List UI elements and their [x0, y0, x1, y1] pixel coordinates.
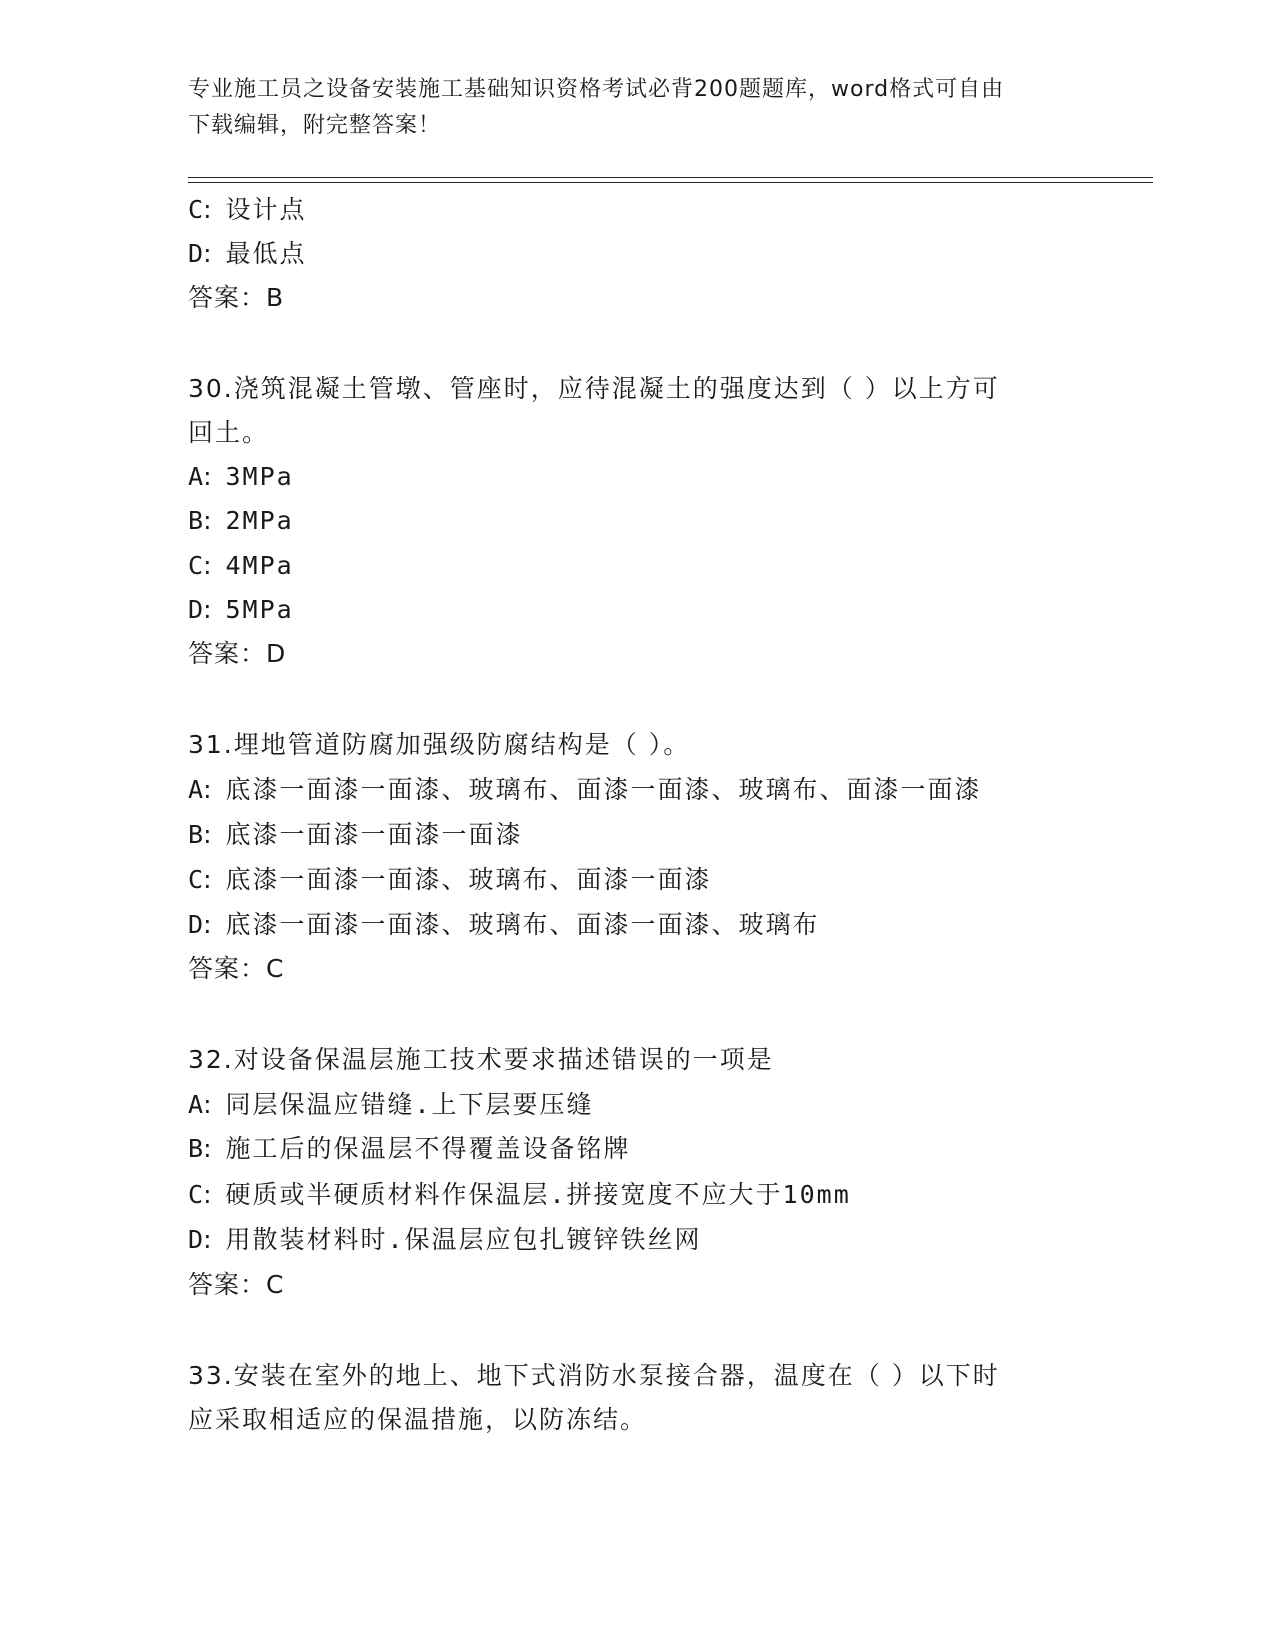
option-letter: B	[188, 820, 204, 849]
option-text: 底漆一面漆一面漆、玻璃布、面漆一面漆、玻璃布	[225, 910, 820, 939]
option-separator: :	[203, 865, 212, 894]
option-line	[188, 1134, 631, 1164]
answer-line: 答案：D	[188, 639, 287, 668]
option-letter: C	[188, 865, 204, 894]
option-letter: A	[188, 462, 204, 491]
question-stem: 30.浇筑混凝土管墩、管座时，应待混凝土的强度达到（ ）以上方可	[188, 374, 1000, 403]
question-stem: 31.埋地管道防腐加强级防腐结构是（ ）。	[188, 730, 691, 759]
option-separator: :	[203, 506, 212, 535]
option-text: 设计点	[225, 195, 307, 224]
option-separator: :	[203, 239, 212, 268]
question-stem: 32.对设备保温层施工技术要求描述错误的一项是	[188, 1045, 774, 1074]
option-letter: D	[188, 239, 204, 268]
header-title-line-2: 下载编辑，附完整答案！	[188, 113, 442, 138]
option-separator: :	[203, 910, 212, 939]
option-letter: C	[188, 1180, 204, 1209]
option-line	[188, 775, 982, 805]
option-text: 底漆一面漆一面漆、玻璃布、面漆一面漆	[225, 865, 712, 894]
option-letter: C	[188, 551, 204, 580]
option-separator: :	[203, 820, 212, 849]
option-text: 用散装材料时.保温层应包扎镀锌铁丝网	[225, 1225, 702, 1254]
option-separator: :	[203, 1134, 212, 1163]
option-text: 4MPa	[225, 551, 294, 580]
option-line	[188, 239, 307, 269]
option-letter: C	[188, 195, 204, 224]
option-text: 硬质或半硬质材料作保温层.拼接宽度不应大于10mm	[225, 1180, 851, 1209]
option-line	[188, 1225, 702, 1255]
document-header	[188, 72, 1068, 144]
answer-line: 答案：C	[188, 1270, 285, 1299]
question-stem-continued: 回土。	[188, 418, 270, 447]
option-line	[188, 506, 294, 536]
option-separator: :	[203, 462, 212, 491]
option-separator: :	[203, 551, 212, 580]
question-stem-continued: 应采取相适应的保温措施，以防冻结。	[188, 1405, 648, 1434]
option-letter: D	[188, 1225, 204, 1254]
option-letter: D	[188, 910, 204, 939]
option-text: 5MPa	[225, 595, 294, 624]
option-line	[188, 1180, 851, 1210]
option-text: 底漆一面漆一面漆一面漆	[225, 820, 523, 849]
option-letter: A	[188, 1090, 204, 1119]
option-text: 施工后的保温层不得覆盖设备铭牌	[225, 1134, 631, 1163]
answer-line: 答案：C	[188, 954, 285, 983]
option-line	[188, 1090, 594, 1120]
option-line	[188, 195, 307, 225]
option-line	[188, 551, 294, 581]
option-separator: :	[203, 775, 212, 804]
option-line	[188, 865, 712, 895]
option-letter: A	[188, 775, 204, 804]
option-text: 最低点	[225, 239, 307, 268]
option-text: 底漆一面漆一面漆、玻璃布、面漆一面漆、玻璃布、面漆一面漆	[225, 775, 982, 804]
option-line	[188, 820, 523, 850]
question-stem: 33.安装在室外的地上、地下式消防水泵接合器，温度在（ ）以下时	[188, 1361, 1000, 1390]
option-separator: :	[203, 1225, 212, 1254]
option-text: 3MPa	[225, 462, 294, 491]
option-separator: :	[203, 595, 212, 624]
option-letter: B	[188, 506, 204, 535]
option-text: 同层保温应错缝.上下层要压缝	[225, 1090, 594, 1119]
option-text: 2MPa	[225, 506, 294, 535]
option-separator: :	[203, 195, 212, 224]
header-divider-top	[188, 177, 1153, 178]
answer-line: 答案：B	[188, 283, 285, 312]
option-line	[188, 910, 820, 940]
option-letter: D	[188, 595, 204, 624]
option-line	[188, 462, 294, 492]
option-letter: B	[188, 1134, 204, 1163]
option-separator: :	[203, 1180, 212, 1209]
option-separator: :	[203, 1090, 212, 1119]
option-line	[188, 595, 294, 625]
header-title-line-1: 专业施工员之设备安装施工基础知识资格考试必背200题题库，word格式可自由	[188, 77, 1005, 102]
header-divider-bottom	[188, 182, 1153, 183]
